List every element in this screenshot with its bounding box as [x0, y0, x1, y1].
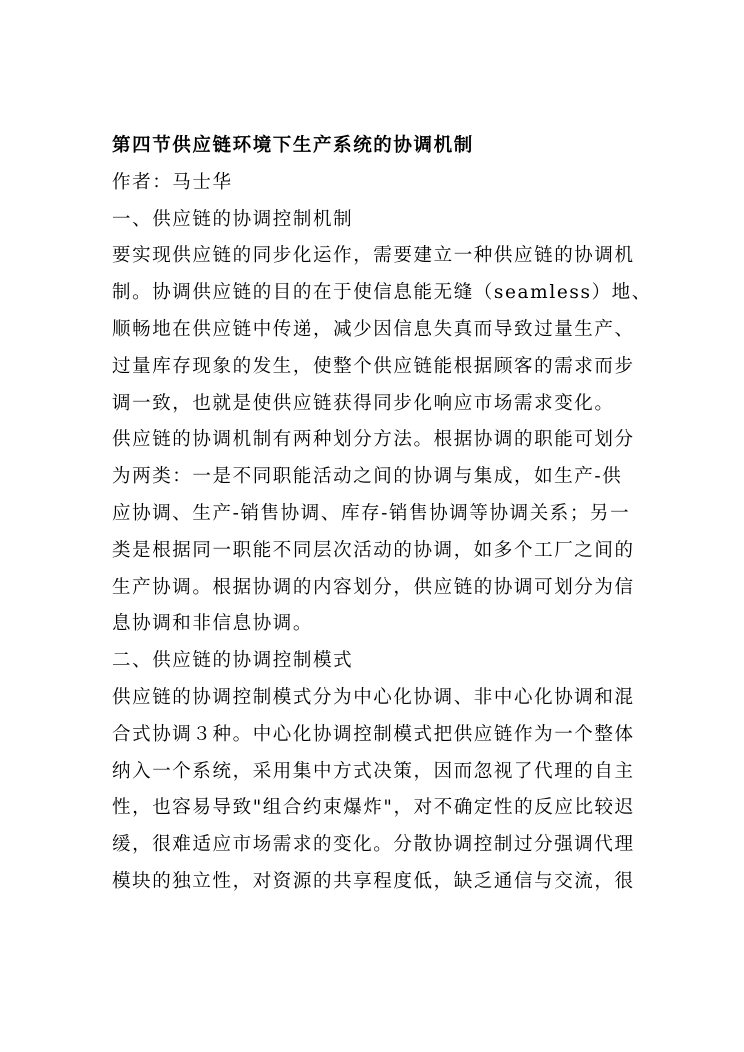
document-title: 第四节供应链环境下生产系统的协调机制 — [112, 135, 474, 156]
paragraph-line: 调一致，也就是使供应链获得同步化响应市场需求变化。 — [112, 392, 615, 414]
paragraph-line: 息协调和非信息协调。 — [112, 613, 314, 635]
paragraph — [112, 422, 637, 643]
section-heading: 一、供应链的协调控制机制 — [112, 208, 354, 230]
paragraph-line: 供应链的协调控制模式分为中心化协调、非中心化协调和混 — [112, 686, 635, 708]
paragraph-line: 合式协调３种。中心化协调控制模式把供应链作为一个整体 — [112, 723, 635, 745]
paragraph-line: 性，也容易导致"组合约束爆炸"，对不确定性的反应比较迟 — [112, 797, 635, 819]
paragraph-line: 供应链的协调机制有两种划分方法。根据协调的职能可划分 — [112, 429, 635, 451]
paragraph-line: 为两类：一是不同职能活动之间的协调与集成，如生产-供 — [112, 466, 623, 488]
paragraph-line: 类是根据同一职能不同层次活动的协调，如多个工厂之间的 — [112, 539, 635, 561]
paragraph — [112, 238, 652, 422]
paragraph-line: 缓，很难适应市场需求的变化。分散协调控制过分强调代理 — [112, 834, 635, 856]
paragraph-line: 模块的独立性，对资源的共享程度低，缺乏通信与交流，很 — [112, 870, 635, 892]
paragraph-line: 纳入一个系统，采用集中方式决策，因而忽视了代理的自主 — [112, 760, 635, 782]
paragraph-line: 应协调、生产-销售协调、库存-销售协调等协调关系；另一 — [112, 502, 631, 524]
paragraph-line: 过量库存现象的发生，使整个供应链能根据顾客的需求而步 — [112, 355, 635, 377]
paragraph-line: 顺畅地在供应链中传递，减少因信息失真而导致过量生产、 — [112, 318, 635, 340]
document-page — [112, 128, 652, 901]
paragraph-line: 制。协调供应链的目的在于使信息能无缝（seamless）地、 — [112, 282, 652, 304]
section-heading: 二、供应链的协调控制模式 — [112, 650, 354, 672]
paragraph-line: 生产协调。根据协调的内容划分，供应链的协调可划分为信 — [112, 576, 635, 598]
paragraph-line: 要实现供应链的同步化运作，需要建立一种供应链的协调机 — [112, 245, 635, 267]
paragraph — [112, 680, 637, 901]
document-author: 作者：马士华 — [112, 171, 233, 193]
